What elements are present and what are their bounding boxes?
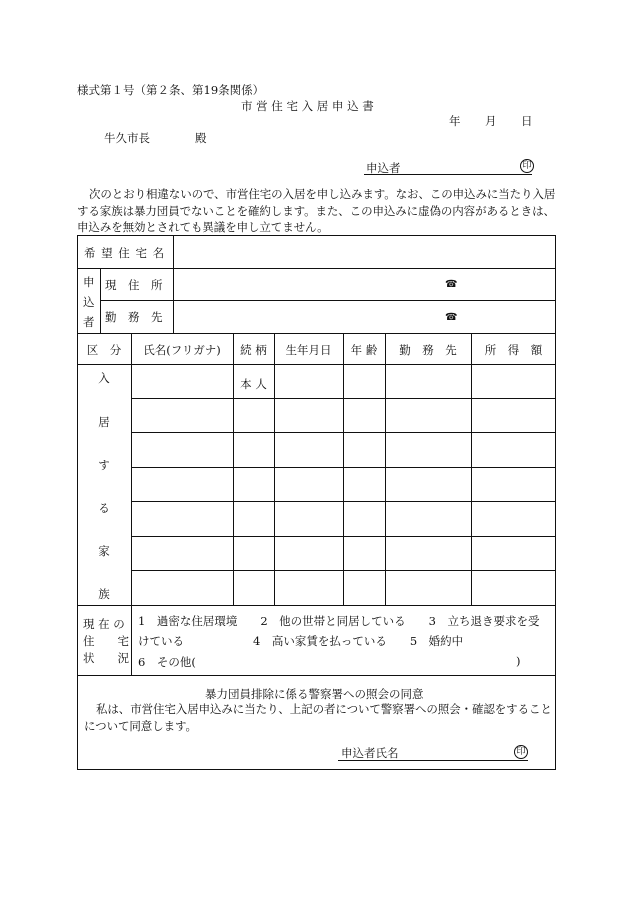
workplace-label: 勤 務 先 — [105, 310, 163, 324]
date-year: 年 — [449, 114, 461, 128]
workplace-field[interactable] — [174, 301, 555, 333]
document-title: 市 営 住 宅 入 居 申 込 書 — [241, 99, 374, 113]
family-side-6: 族 — [98, 587, 110, 601]
relation-self: 本 人 — [240, 377, 267, 391]
housing-label-3: 状 況 — [83, 651, 129, 665]
seal-mark: 印 — [514, 745, 528, 759]
housing-option-other-close: ) — [516, 654, 521, 668]
consent-title: 暴力団員排除に係る警察署への照会の同意 — [205, 687, 424, 701]
family-side-3: す — [98, 458, 110, 472]
applicant-side-3: 者 — [83, 315, 95, 329]
family-side-4: る — [98, 501, 110, 515]
col-name: 氏名(フリガナ) — [143, 343, 221, 357]
desired-house-label: 希 望 住 宅 名 — [84, 246, 166, 260]
col-category: 区 分 — [86, 343, 122, 357]
consent-text: 私は、市営住宅入居申込みに当たり、上記の者について警察署への照会・確認をすることについて同意します。 — [84, 702, 552, 733]
applicant-name-line[interactable] — [338, 760, 528, 761]
address-label: 現 住 所 — [105, 278, 163, 292]
housing-option-line-2[interactable]: けている 4 高い家賃を払っている 5 婚約中 — [138, 634, 464, 648]
applicant-name-label: 申込者氏名 — [341, 746, 399, 760]
applicant-label: 申込者 — [366, 161, 401, 175]
col-workplace: 勤 務 先 — [399, 343, 457, 357]
phone-icon: ☎ — [445, 312, 458, 323]
phone-icon: ☎ — [445, 279, 458, 290]
date-day: 日 — [521, 114, 533, 128]
family-side-2: 居 — [98, 415, 110, 429]
honorific: 殿 — [195, 131, 207, 145]
col-birthdate: 生年月日 — [285, 343, 332, 357]
date-month: 月 — [485, 114, 497, 128]
desired-house-field[interactable] — [174, 236, 555, 268]
family-side-5: 家 — [98, 544, 110, 558]
family-side-1: 入 — [98, 371, 110, 385]
col-income: 所 得 額 — [484, 343, 543, 357]
applicant-side-1: 申 — [83, 275, 95, 289]
intro-paragraph: 次のとおり相違ないので、市営住宅の入居を申し込みます。なお、この申込みに当たり入居する家族は暴力団員でないことを確約します。また、この申込みに虚偽の内容があるときは、申込みを無効とされても異議を申し立てません。 — [77, 187, 556, 234]
col-age: 年 齢 — [350, 343, 378, 357]
seal-mark: 印 — [520, 159, 534, 173]
addressee: 牛久市長 — [104, 131, 150, 145]
address-field[interactable] — [174, 269, 555, 300]
housing-option-line-1[interactable]: 1 過密な住居環境 2 他の世帯と同居している 3 立ち退き要求を受 — [138, 614, 540, 628]
applicant-signature-line[interactable] — [364, 174, 532, 175]
form-number: 様式第１号（第２条、第19条関係） — [77, 83, 265, 97]
housing-option-other[interactable]: 6 その他( — [138, 655, 196, 669]
col-relation: 続 柄 — [240, 343, 267, 357]
housing-label-1: 現 在 の — [83, 617, 125, 631]
housing-label-2: 住 宅 — [83, 634, 129, 648]
applicant-side-2: 込 — [83, 295, 95, 309]
